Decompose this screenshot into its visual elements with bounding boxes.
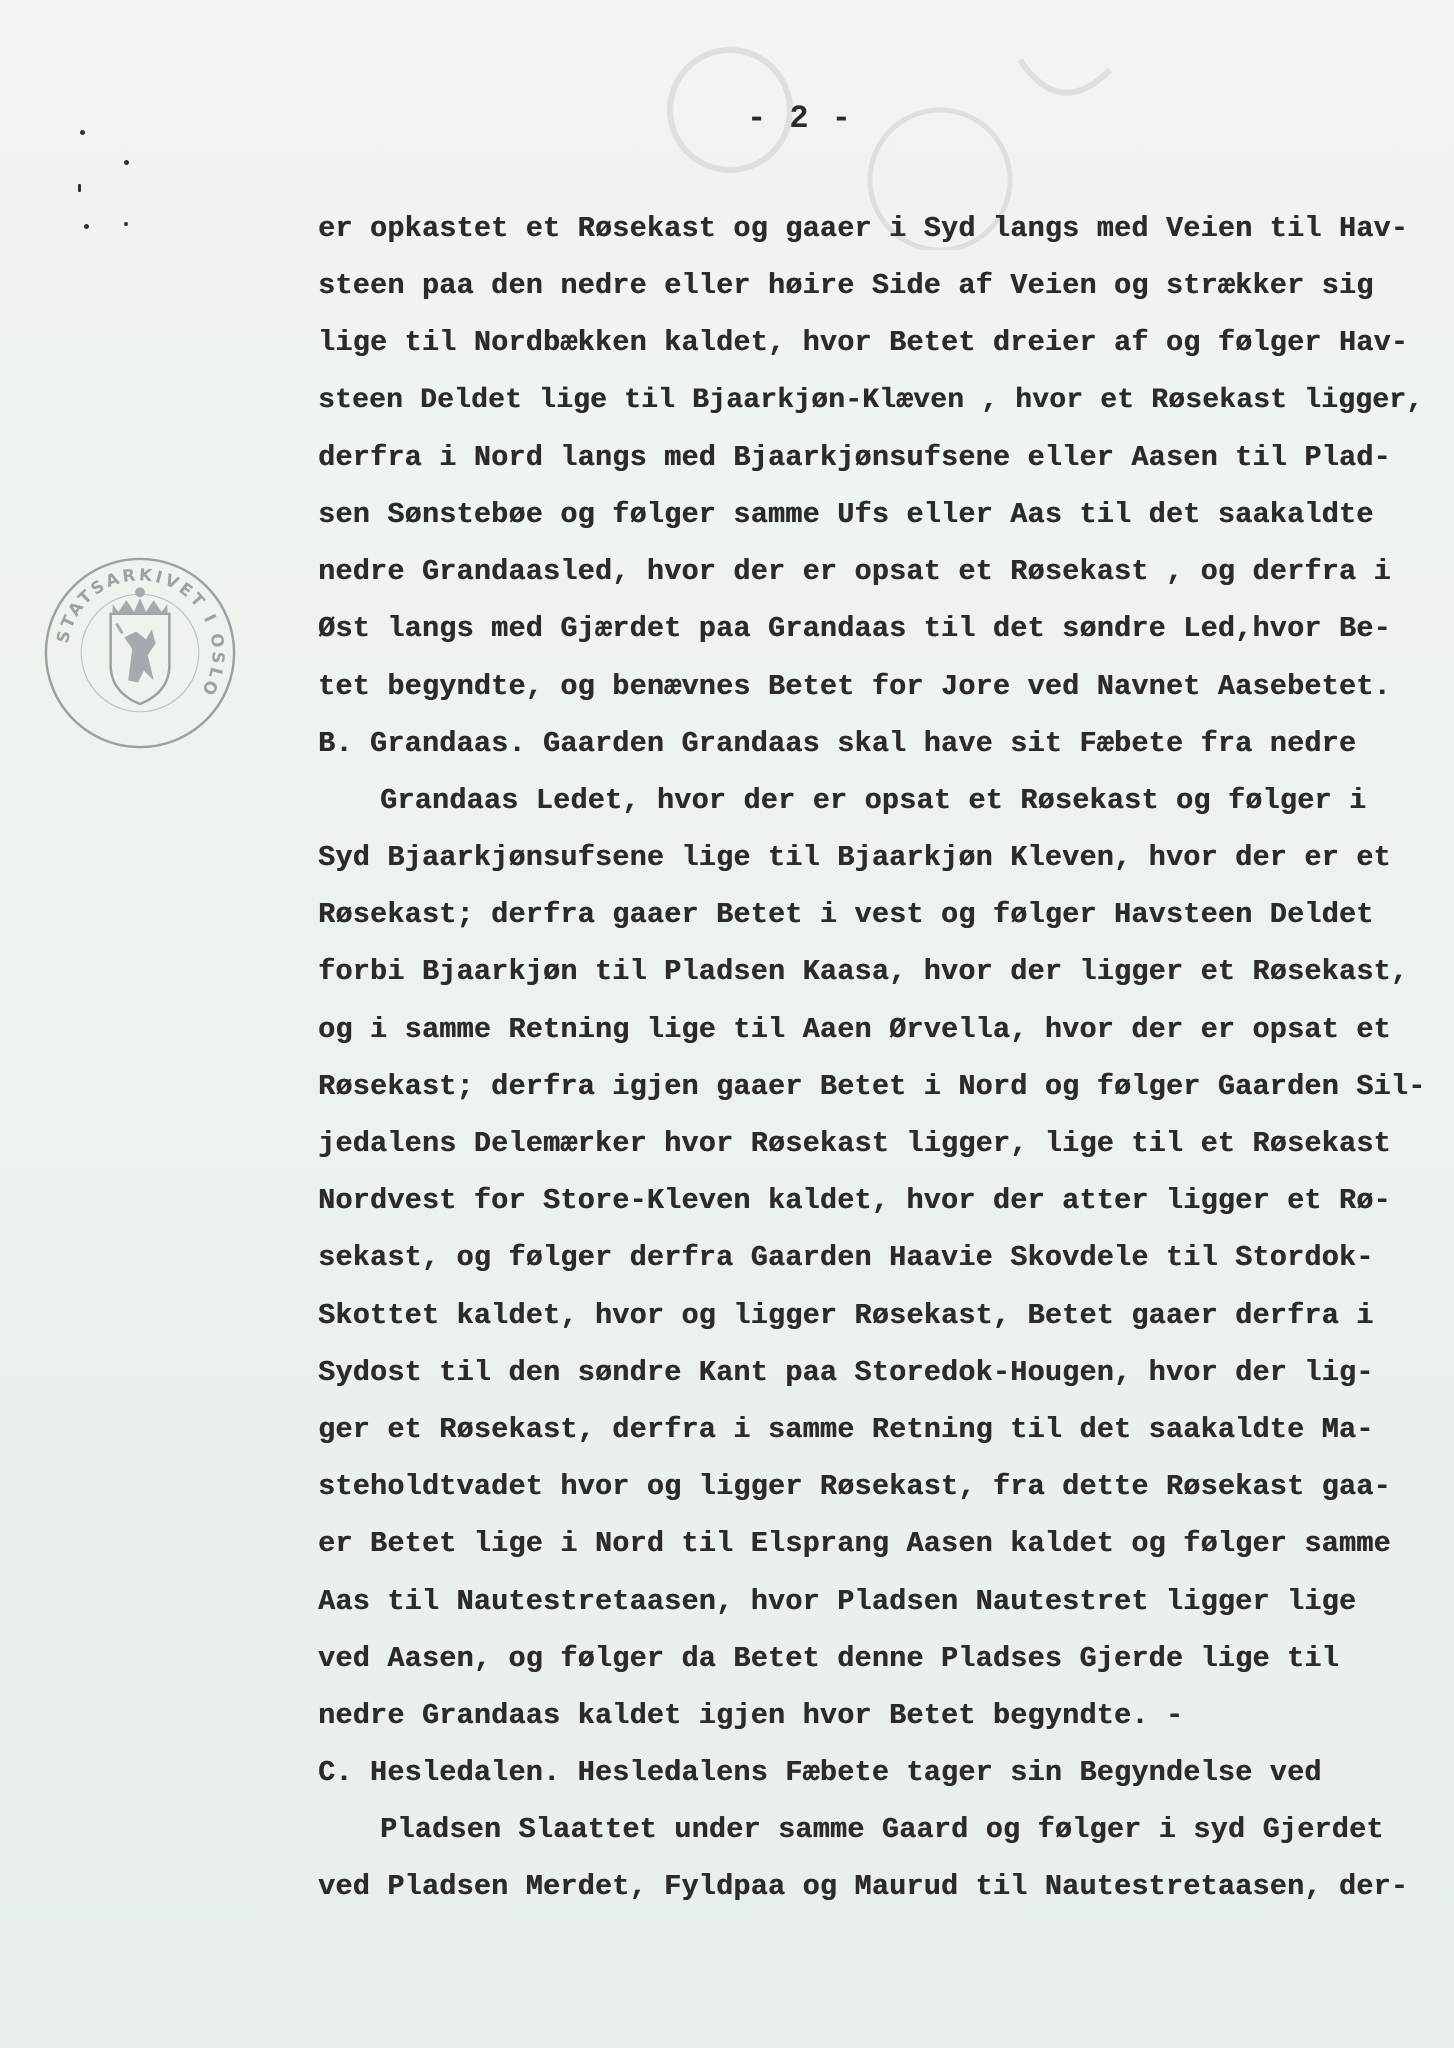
text-line: lige til Nordbækken kaldet, hvor Betet dreier af og følger Hav-: [318, 326, 1409, 360]
text-line: ved Aasen, og følger da Betet denne Pladses Gjerde lige til: [318, 1641, 1339, 1675]
page-number: - 2 -: [746, 100, 853, 137]
text-line: Røsekast; derfra gaaer Betet i vest og følger Havsteen Deldet: [318, 898, 1374, 932]
svg-text:STATSARKIVET I OSLO: [53, 565, 228, 701]
text-line: sen Sønstebøe og følger samme Ufs eller Aas til det saakaldte: [318, 497, 1374, 531]
text-line: og i samme Retning lige til Aaen Ørvella, hvor der er opsat et: [318, 1012, 1391, 1046]
text-line: Røsekast; derfra igjen gaaer Betet i Nord og følger Gaarden Sil-: [318, 1069, 1426, 1103]
text-line: jedalens Delemærker hvor Røsekast ligger, lige til et Røsekast: [318, 1127, 1391, 1160]
text-line: Grandaas Ledet, hvor der er opsat et Røsekast og følger i: [380, 783, 1367, 817]
text-line: nedre Grandaasled, hvor der er opsat et Røsekast , og derfra i: [318, 555, 1391, 589]
text-line: steholdtvadet hvor og ligger Røsekast, fra dette Røsekast gaa-: [318, 1470, 1391, 1504]
text-line: nedre Grandaas kaldet igjen hvor Betet begyndte. -: [318, 1698, 1184, 1732]
text-line: Sydost til den søndre Kant paa Storedok-Hougen, hvor der lig-: [318, 1355, 1374, 1389]
text-line: Syd Bjaarkjønsufsene lige til Bjaarkjøn Kleven, hvor der er et: [318, 841, 1391, 875]
text-line: Nordvest for Store-Kleven kaldet, hvor der atter ligger et Rø-: [318, 1184, 1391, 1218]
text-line: Øst langs med Gjærdet paa Grandaas til det søndre Led,hvor Be-: [318, 612, 1391, 646]
text-line: er opkastet et Røsekast og gaaer i Syd langs med Veien til Hav-: [318, 212, 1409, 245]
lion-coat-of-arms-icon: [111, 587, 170, 704]
text-line: ved Pladsen Merdet, Fyldpaa og Maurud til Nautestretaasen, der-: [318, 1870, 1409, 1904]
text-line: Aas til Nautestretaasen, hvor Pladsen Nautestret ligger lige: [318, 1584, 1357, 1618]
text-line: forbi Bjaarkjøn til Pladsen Kaasa, hvor der ligger et Røsekast,: [318, 955, 1409, 989]
margin-marks: [78, 128, 138, 248]
text-line: Skottet kaldet, hvor og ligger Røsekast, Betet gaaer derfra i: [318, 1298, 1374, 1332]
text-line: sekast, og følger derfra Gaarden Haavie Skovdele til Stordok-: [318, 1241, 1374, 1275]
text-line: Pladsen Slaattet under samme Gaard og følger i syd Gjerdet: [380, 1813, 1384, 1847]
text-line: steen Deldet lige til Bjaarkjøn-Klæven , hvor et Røsekast ligger,: [318, 384, 1424, 416]
text-line: B. Grandaas. Gaarden Grandaas skal have sit Fæbete fra nedre: [318, 726, 1357, 760]
archive-stamp: [42, 555, 238, 751]
text-line: ger et Røsekast, derfra i samme Retning til det saakaldte Ma-: [318, 1412, 1374, 1446]
text-line: er Betet lige i Nord til Elsprang Aasen kaldet og følger samme: [318, 1527, 1391, 1561]
text-line: C. Hesledalen. Hesledalens Fæbete tager sin Begyndelse ved: [318, 1756, 1322, 1790]
text-line: steen paa den nedre eller høire Side af Veien og strækker sig: [318, 269, 1374, 303]
text-line: tet begyndte, og benævnes Betet for Jore ved Navnet Aasebetet.: [318, 669, 1391, 703]
document-body: [318, 200, 1428, 1916]
stamp-text: STATSARKIVET I OSLO: [53, 565, 228, 701]
text-line: derfra i Nord langs med Bjaarkjønsufsene eller Aasen til Plad-: [318, 440, 1391, 474]
